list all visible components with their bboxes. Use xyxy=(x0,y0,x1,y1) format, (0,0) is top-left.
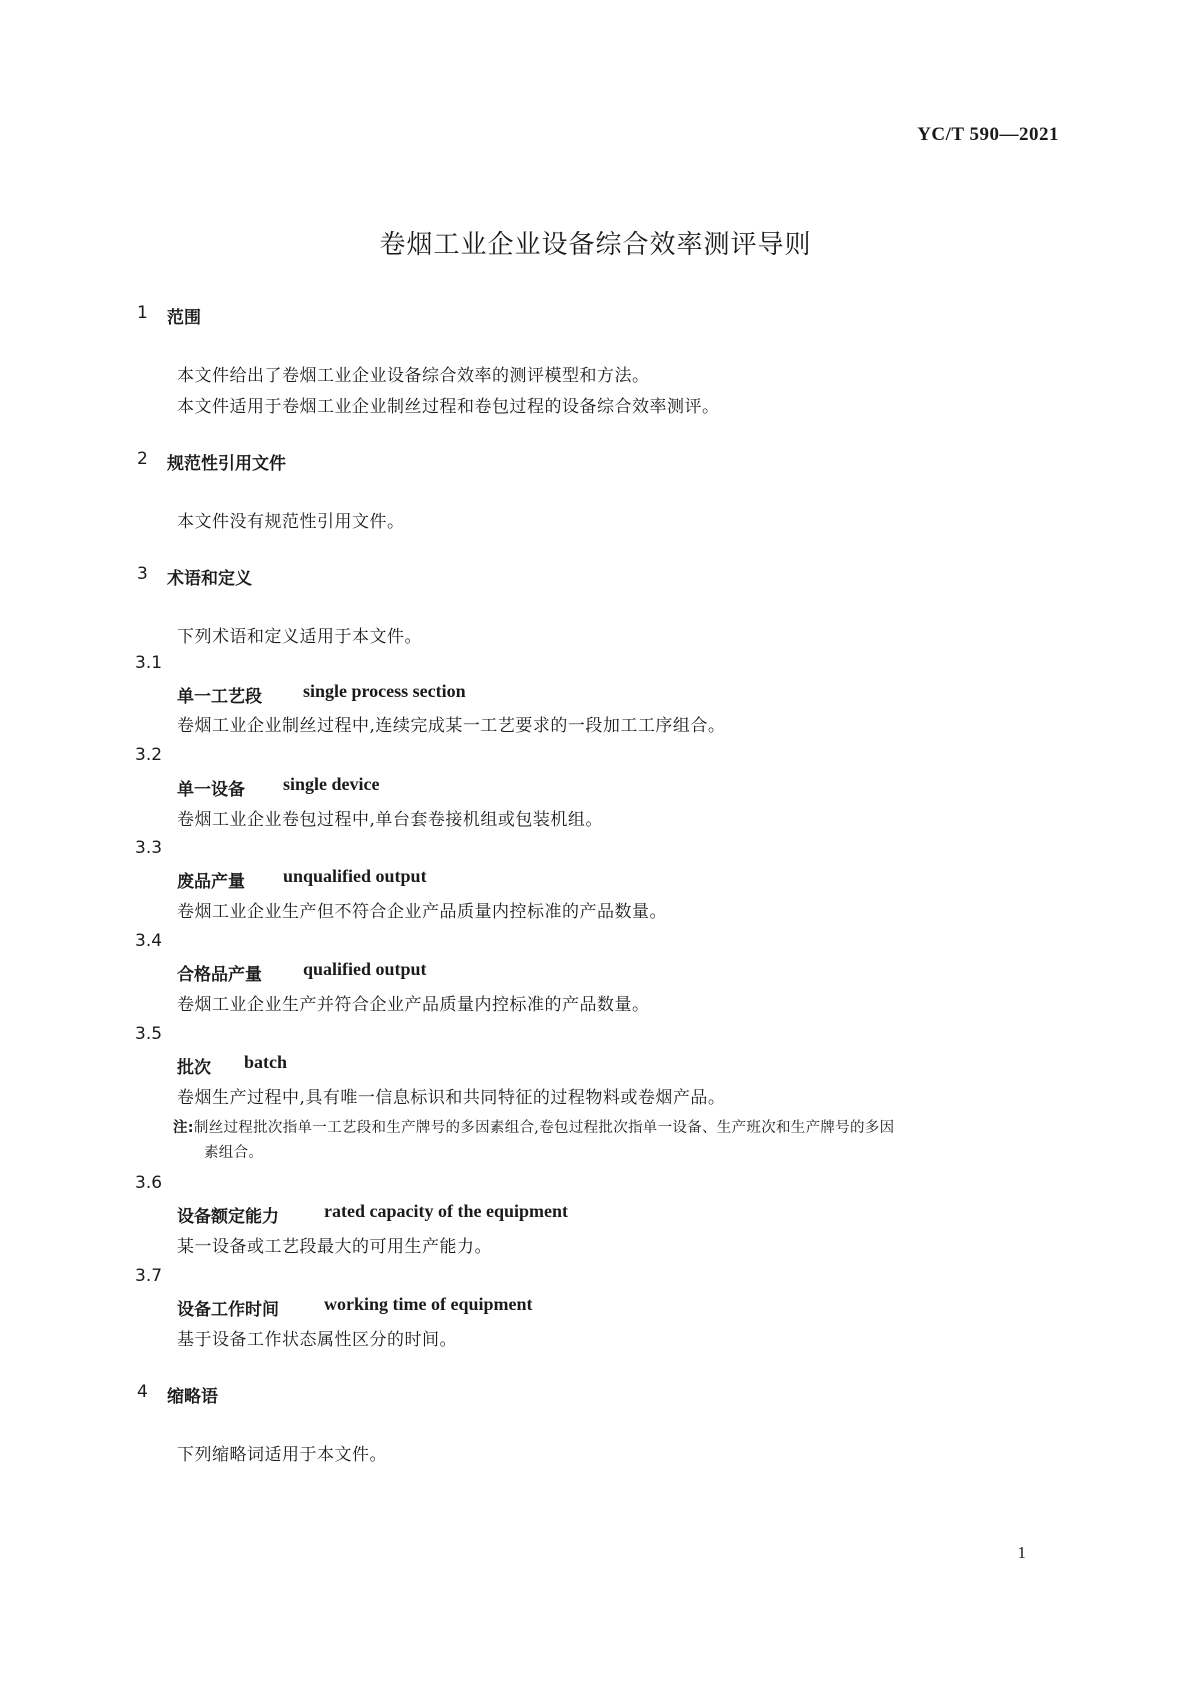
term-number: 3.6 xyxy=(135,1173,163,1193)
term-chinese: 合格品产量 xyxy=(177,965,262,985)
term-definition: 卷烟工业企业生产但不符合企业产品质量内控标准的产品数量。 xyxy=(177,902,667,922)
term-chinese: 设备工作时间 xyxy=(177,1300,279,1320)
term-note xyxy=(173,1116,894,1137)
section-number: 4 xyxy=(137,1382,148,1402)
term-number: 3.2 xyxy=(135,745,163,765)
term-chinese: 设备额定能力 xyxy=(177,1207,279,1227)
term-english: single process section xyxy=(303,681,466,701)
term-english: batch xyxy=(244,1052,288,1072)
term-definition: 某一设备或工艺段最大的可用生产能力。 xyxy=(177,1237,492,1257)
term-english: single device xyxy=(283,774,380,794)
section-title: 术语和定义 xyxy=(167,569,252,589)
document-title: 卷烟工业企业设备综合效率测评导则 xyxy=(379,230,812,260)
term-definition: 卷烟工业企业制丝过程中,连续完成某一工艺要求的一段加工工序组合。 xyxy=(177,716,726,736)
note-label: 注: xyxy=(173,1120,194,1136)
paragraph: 本文件没有规范性引用文件。 xyxy=(177,512,405,532)
term-english: qualified output xyxy=(303,959,427,979)
paragraph: 下列缩略词适用于本文件。 xyxy=(177,1445,387,1465)
term-number: 3.4 xyxy=(135,931,163,951)
term-english: working time of equipment xyxy=(324,1294,533,1314)
page-number: 1 xyxy=(1017,1543,1026,1562)
note-text: 素组合。 xyxy=(204,1145,264,1161)
section-number: 1 xyxy=(137,303,148,323)
term-english: rated capacity of the equipment xyxy=(324,1201,568,1221)
note-text: 制丝过程批次指单一工艺段和生产牌号的多因素组合,卷包过程批次指单一设备、生产班次和生产牌号的多因 xyxy=(193,1120,895,1136)
term-number: 3.7 xyxy=(135,1266,163,1286)
term-definition: 卷烟工业企业生产并符合企业产品质量内控标准的产品数量。 xyxy=(177,995,650,1015)
term-english: unqualified output xyxy=(283,866,427,886)
term-number: 3.1 xyxy=(135,653,163,673)
standard-code: YC/T 590—2021 xyxy=(917,124,1059,145)
term-chinese: 单一设备 xyxy=(177,780,245,800)
term-definition: 卷烟工业企业卷包过程中,单台套卷接机组或包装机组。 xyxy=(177,810,603,830)
term-definition: 基于设备工作状态属性区分的时间。 xyxy=(177,1330,457,1350)
term-chinese: 批次 xyxy=(177,1058,211,1078)
term-definition: 卷烟生产过程中,具有唯一信息标识和共同特征的过程物料或卷烟产品。 xyxy=(177,1088,726,1108)
term-chinese: 单一工艺段 xyxy=(177,687,262,707)
section-number: 2 xyxy=(137,449,148,469)
paragraph: 本文件给出了卷烟工业企业设备综合效率的测评模型和方法。 xyxy=(177,366,650,386)
section-title: 规范性引用文件 xyxy=(167,454,286,474)
term-number: 3.3 xyxy=(135,838,163,858)
term-number: 3.5 xyxy=(135,1024,163,1044)
section-title: 缩略语 xyxy=(167,1387,218,1407)
section-title: 范围 xyxy=(167,308,201,328)
paragraph: 本文件适用于卷烟工业企业制丝过程和卷包过程的设备综合效率测评。 xyxy=(177,397,720,417)
paragraph: 下列术语和定义适用于本文件。 xyxy=(177,627,422,647)
term-chinese: 废品产量 xyxy=(177,872,245,892)
section-number: 3 xyxy=(137,564,148,584)
